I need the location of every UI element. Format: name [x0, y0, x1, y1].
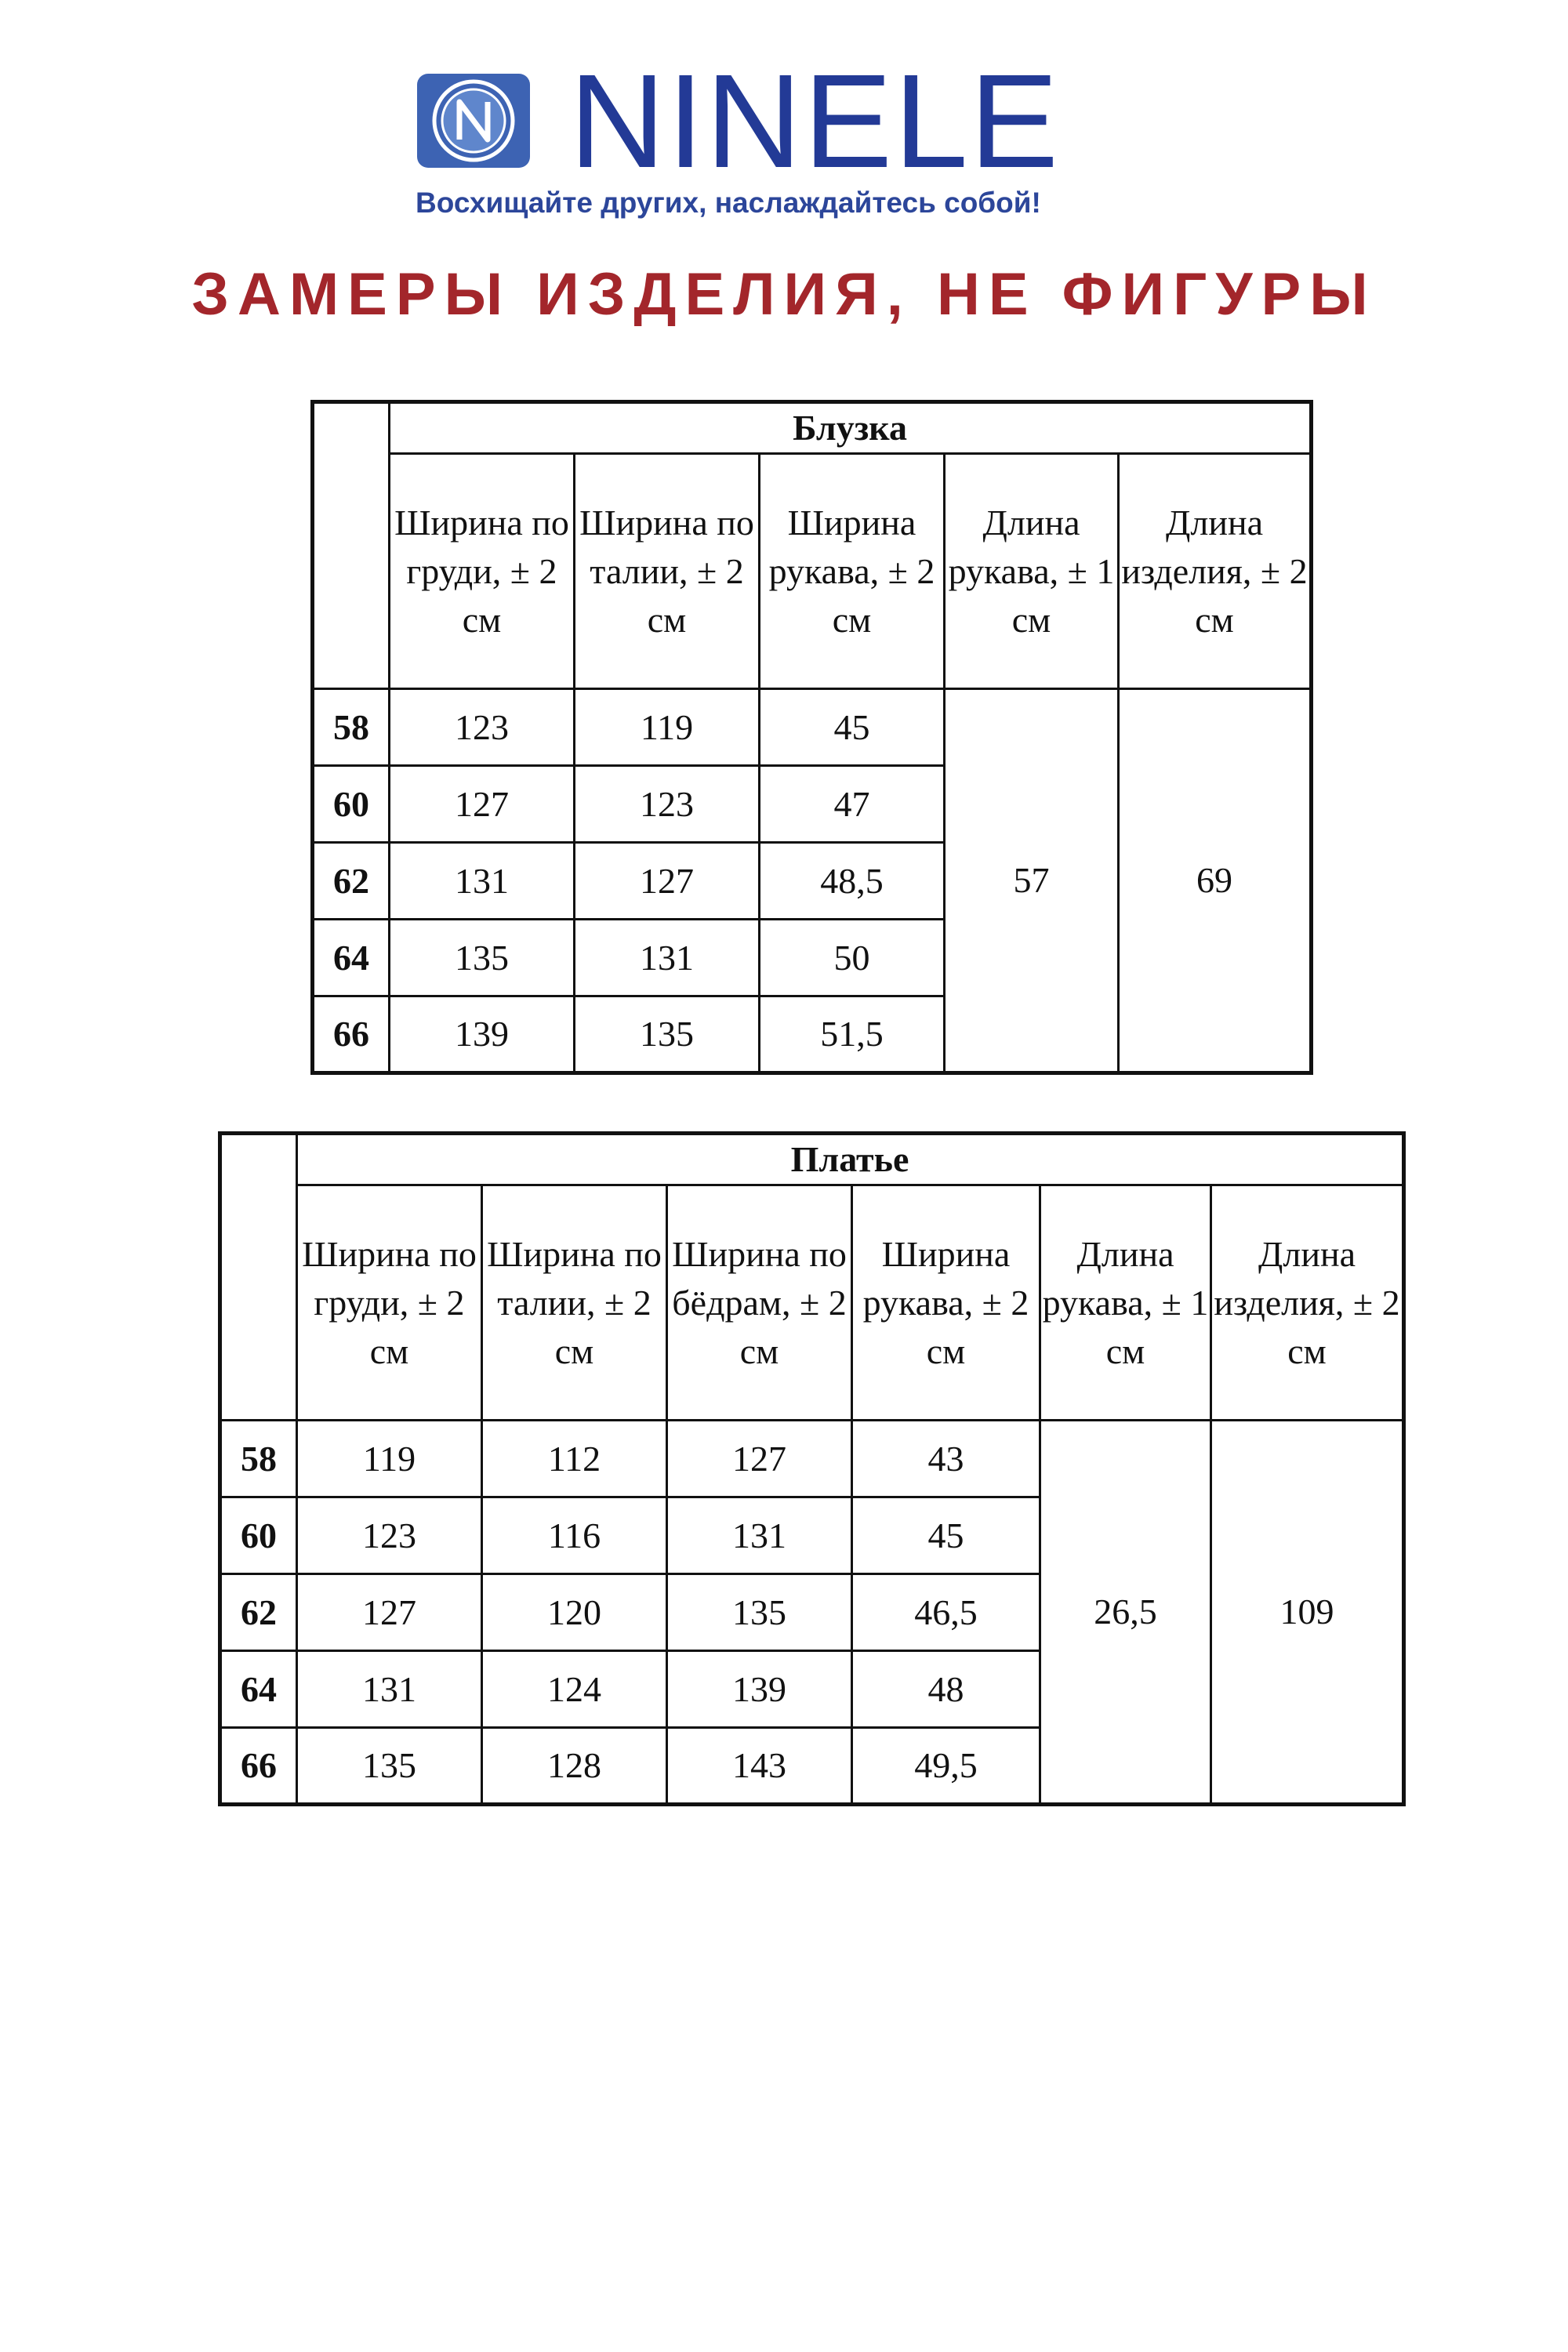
header-item-length: Длина изделия, ± 2 см	[1211, 1185, 1404, 1421]
header-chest: Ширина по груди, ± 2 см	[297, 1185, 482, 1421]
page-headline: ЗАМЕРЫ ИЗДЕЛИЯ, НЕ ФИГУРЫ	[191, 261, 1377, 328]
item-length-cell: 109	[1211, 1421, 1404, 1805]
chest-cell: 127	[297, 1574, 482, 1651]
header-chest: Ширина по груди, ± 2 см	[390, 454, 575, 689]
blouse-title: Блузка	[390, 402, 1312, 454]
size-cell: 58	[220, 1421, 297, 1497]
brand-logo	[416, 47, 1168, 229]
table-row	[313, 689, 1312, 766]
hips-cell: 143	[667, 1728, 852, 1805]
header-sleeve-width: Ширина рукава, ± 2 см	[760, 454, 945, 689]
waist-cell: 120	[482, 1574, 667, 1651]
waist-cell: 131	[575, 920, 760, 996]
chest-cell: 127	[390, 766, 575, 843]
blouse-size-table	[310, 400, 1313, 1075]
size-cell: 66	[220, 1728, 297, 1805]
sleeve-width-cell: 48,5	[760, 843, 945, 920]
header-waist: Ширина по талии, ± 2 см	[575, 454, 760, 689]
sleeve-width-cell: 46,5	[852, 1574, 1040, 1651]
table-row	[220, 1421, 1404, 1497]
sleeve-length-cell: 26,5	[1040, 1421, 1211, 1805]
sleeve-width-cell: 51,5	[760, 996, 945, 1073]
hips-cell: 131	[667, 1497, 852, 1574]
chest-cell: 135	[297, 1728, 482, 1805]
hips-cell: 135	[667, 1574, 852, 1651]
size-cell: 62	[313, 843, 390, 920]
chest-cell: 119	[297, 1421, 482, 1497]
corner-cell	[220, 1134, 297, 1421]
hips-cell: 127	[667, 1421, 852, 1497]
hips-cell: 139	[667, 1651, 852, 1728]
waist-cell: 119	[575, 689, 760, 766]
waist-cell: 127	[575, 843, 760, 920]
header-waist: Ширина по талии, ± 2 см	[482, 1185, 667, 1421]
chest-cell: 123	[390, 689, 575, 766]
chest-cell: 131	[390, 843, 575, 920]
chest-cell: 135	[390, 920, 575, 996]
ninele-logo-icon	[416, 72, 532, 169]
sleeve-width-cell: 49,5	[852, 1728, 1040, 1805]
header-sleeve-width: Ширина рукава, ± 2 см	[852, 1185, 1040, 1421]
item-length-cell: 69	[1119, 689, 1312, 1073]
header-sleeve-length: Длина рукава, ± 1 см	[945, 454, 1119, 689]
size-cell: 62	[220, 1574, 297, 1651]
waist-cell: 124	[482, 1651, 667, 1728]
size-cell: 58	[313, 689, 390, 766]
waist-cell: 135	[575, 996, 760, 1073]
sleeve-width-cell: 48	[852, 1651, 1040, 1728]
size-cell: 60	[313, 766, 390, 843]
waist-cell: 112	[482, 1421, 667, 1497]
sleeve-width-cell: 45	[760, 689, 945, 766]
sleeve-width-cell: 47	[760, 766, 945, 843]
dress-size-table	[218, 1131, 1406, 1806]
brand-tagline: Восхищайте других, наслаждайтесь собой!	[416, 187, 1041, 219]
waist-cell: 128	[482, 1728, 667, 1805]
waist-cell: 116	[482, 1497, 667, 1574]
chest-cell: 139	[390, 996, 575, 1073]
brand-name: NINELE	[569, 47, 1061, 196]
sleeve-width-cell: 45	[852, 1497, 1040, 1574]
sleeve-length-cell: 57	[945, 689, 1119, 1073]
sleeve-width-cell: 43	[852, 1421, 1040, 1497]
waist-cell: 123	[575, 766, 760, 843]
header-hips: Ширина по бёдрам, ± 2 см	[667, 1185, 852, 1421]
size-cell: 64	[313, 920, 390, 996]
header-sleeve-length: Длина рукава, ± 1 см	[1040, 1185, 1211, 1421]
size-cell: 64	[220, 1651, 297, 1728]
chest-cell: 123	[297, 1497, 482, 1574]
header-item-length: Длина изделия, ± 2 см	[1119, 454, 1312, 689]
dress-title: Платье	[297, 1134, 1404, 1185]
size-cell: 60	[220, 1497, 297, 1574]
size-cell: 66	[313, 996, 390, 1073]
chest-cell: 131	[297, 1651, 482, 1728]
sleeve-width-cell: 50	[760, 920, 945, 996]
corner-cell	[313, 402, 390, 689]
